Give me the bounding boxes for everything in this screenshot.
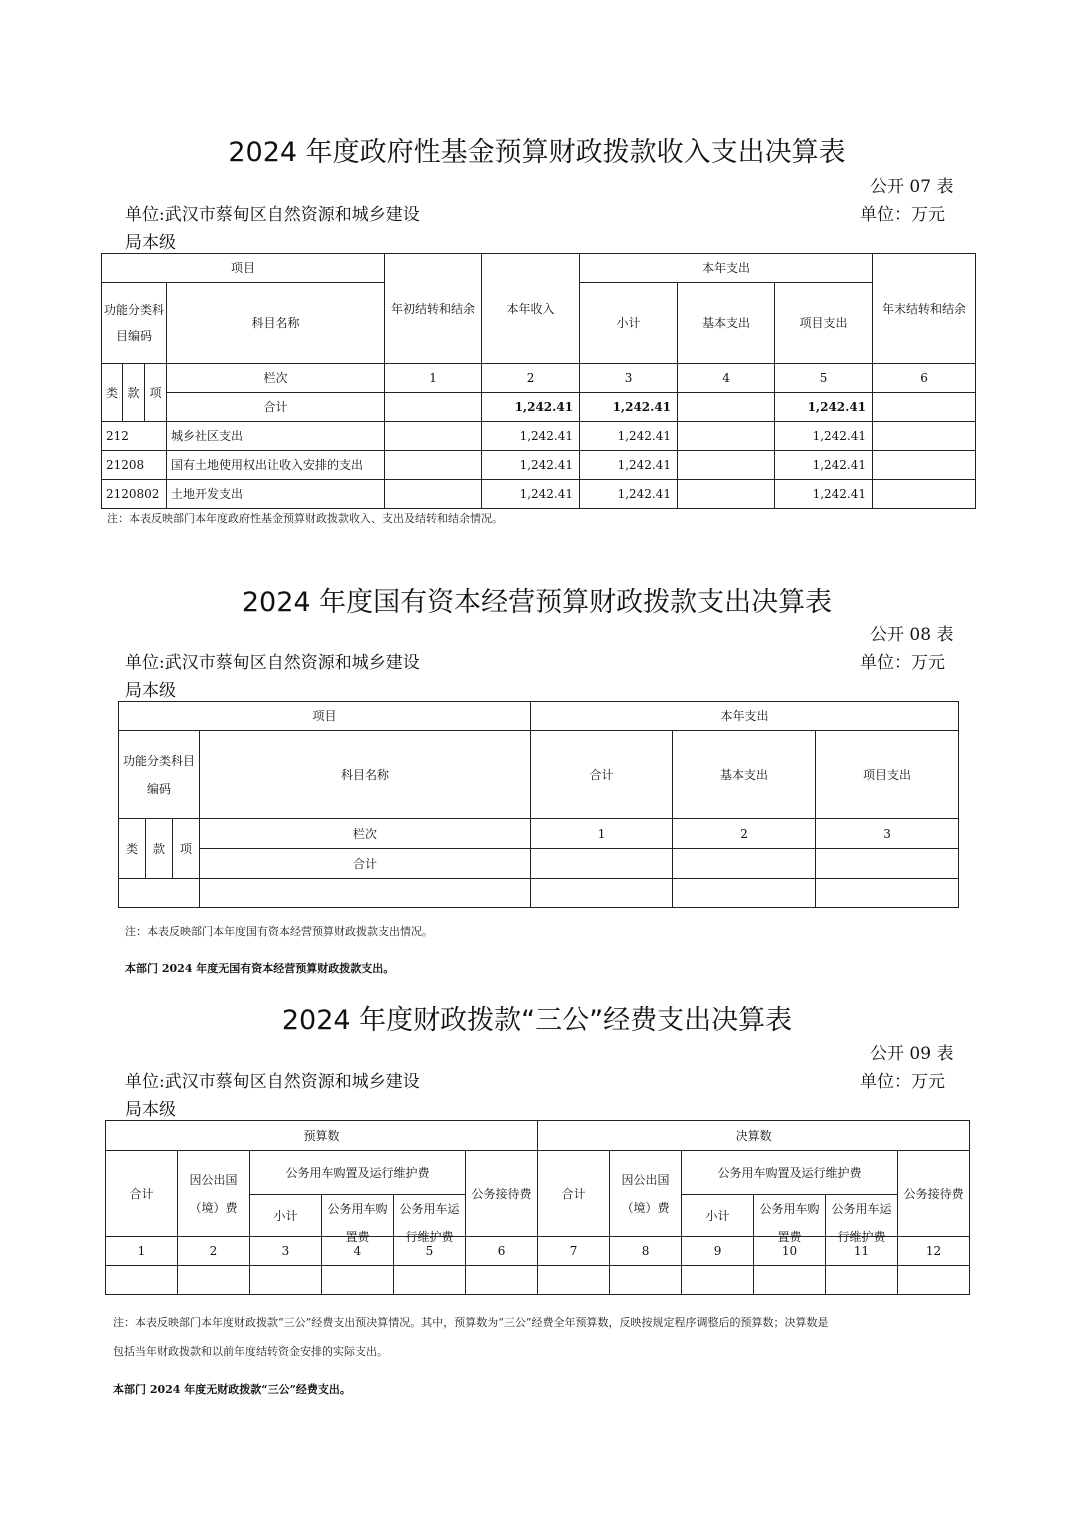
s1-n4: 4 [678, 364, 775, 393]
s3-empty-2 [178, 1266, 250, 1295]
s2-unit-right: 单位：万元 [860, 653, 945, 673]
row-code: 21208 [102, 451, 167, 480]
s1-total-label: 合计 [167, 393, 385, 422]
s3-h-car-buy-b-text: 公务用车购置费 [327, 1202, 388, 1244]
s3-title: 2024 年度财政拨款“三公”经费支出决算表 [281, 1005, 793, 1036]
s1-h-funccode: 功能分类科目编码 [102, 283, 167, 364]
s3-unit-left2: 局本级 [125, 1100, 176, 1120]
s3-h-total-b: 合计 [106, 1151, 178, 1237]
s1-h-xiang: 项 [145, 364, 167, 422]
row-name: 国有土地使用权出让收入安排的支出 [167, 451, 385, 480]
s3-h-car-run-b-text: 公务用车运行维护费 [399, 1202, 460, 1244]
row-income: 1,242.41 [482, 451, 580, 480]
s2-h-item: 项目 [119, 702, 531, 731]
row-name: 城乡社区支出 [167, 422, 385, 451]
s3-n10: 10 [754, 1237, 826, 1266]
row-end [873, 451, 976, 480]
s3-n9: 9 [682, 1237, 754, 1266]
s1-unit-right: 单位：万元 [860, 205, 945, 225]
row-code: 212 [102, 422, 167, 451]
table-row [119, 879, 959, 908]
s2-unit-left: 单位:武汉市蔡甸区自然资源和城乡建设 [125, 653, 420, 673]
s2-h-xiang: 项 [173, 819, 200, 879]
s1-total-begin [385, 393, 482, 422]
s2-h-col: 栏次 [200, 819, 531, 849]
row-basic [678, 422, 775, 451]
row-proj: 1,242.41 [775, 422, 873, 451]
s2-n3: 3 [816, 819, 959, 849]
row-name: 土地开发支出 [167, 480, 385, 509]
s3-h-car-buy-b [322, 1195, 394, 1244]
s3-h-total-f: 合计 [538, 1151, 610, 1237]
table-row [102, 422, 976, 451]
s2-table [118, 701, 959, 908]
s3-h-budget: 预算数 [106, 1121, 538, 1151]
s2-note: 注：本表反映部门本年度国有资本经营预算财政拨款支出情况。 [125, 925, 433, 938]
s1-h-col: 栏次 [167, 364, 385, 393]
s3-h-car-buy-f [754, 1195, 826, 1244]
s1-n2: 2 [482, 364, 580, 393]
s1-h-sub: 小计 [580, 283, 678, 364]
row-basic [678, 451, 775, 480]
s2-h-basic: 基本支出 [673, 731, 816, 819]
s1-total-end [873, 393, 976, 422]
s3-h-abroad-b: 因公出国（境）费 [178, 1151, 250, 1237]
row-sub: 1,242.41 [580, 451, 678, 480]
s3-h-reception-f: 公务接待费 [898, 1151, 970, 1237]
row-begin [385, 451, 482, 480]
s2-h-subj: 科目名称 [200, 731, 531, 819]
s2-n2: 2 [673, 819, 816, 849]
s1-unit-left: 单位:武汉市蔡甸区自然资源和城乡建设 [125, 205, 420, 225]
s2-total-2 [673, 849, 816, 879]
s1-h-lei: 类 [102, 364, 123, 422]
table-row [102, 480, 976, 509]
row-begin [385, 422, 482, 451]
s1-title: 2024 年度政府性基金预算财政拨款收入支出决算表 [228, 137, 846, 168]
s3-note-line1: 注：本表反映部门本年度财政拨款“三公”经费支出预决算情况。其中，预算数为“三公”经费全年预算数，反映按规定程序调整后的预算数；决算数是 [113, 1316, 829, 1329]
s2-title: 2024 年度国有资本经营预算财政拨款支出决算表 [241, 587, 833, 618]
s2-bold-note: 本部门 2024 年度无国有资本经营预算财政拨款支出。 [125, 962, 395, 975]
table-row [102, 451, 976, 480]
s3-n5: 5 [394, 1237, 466, 1266]
s3-note-line2: 包括当年财政拨款和以前年度结转资金安排的实际支出。 [113, 1345, 388, 1358]
s2-empty-3 [816, 879, 959, 908]
s2-h-total: 合计 [531, 731, 673, 819]
s3-empty-10 [754, 1266, 826, 1295]
s2-total-1 [531, 849, 673, 879]
s2-empty-name [200, 879, 531, 908]
s3-h-car-buy-f-text: 公务用车购置费 [759, 1202, 820, 1244]
s3-n6: 6 [466, 1237, 538, 1266]
s1-n5: 5 [775, 364, 873, 393]
s1-total-sub: 1,242.41 [580, 393, 678, 422]
s3-empty-12 [898, 1266, 970, 1295]
row-begin [385, 480, 482, 509]
row-basic [678, 480, 775, 509]
s1-n6: 6 [873, 364, 976, 393]
s1-table [101, 253, 976, 509]
s1-total-income: 1,242.41 [482, 393, 580, 422]
s2-h-funccode: 功能分类科目编码 [119, 731, 200, 819]
s3-empty-9 [682, 1266, 754, 1295]
s3-h-car-b: 公务用车购置及运行维护费 [250, 1151, 466, 1195]
s3-n11: 11 [826, 1237, 898, 1266]
s3-unit-left: 单位:武汉市蔡甸区自然资源和城乡建设 [125, 1072, 420, 1092]
s3-n12: 12 [898, 1237, 970, 1266]
s1-total-basic [678, 393, 775, 422]
s2-unit-left2: 局本级 [125, 681, 176, 701]
s1-h-end: 年末结转和结余 [873, 254, 976, 364]
s1-note: 注：本表反映部门本年度政府性基金预算财政拨款收入、支出及结转和结余情况。 [107, 512, 503, 525]
s2-h-kuan: 款 [146, 819, 173, 879]
s3-empty-7 [538, 1266, 610, 1295]
row-sub: 1,242.41 [580, 480, 678, 509]
row-income: 1,242.41 [482, 422, 580, 451]
s3-h-car-f: 公务用车购置及运行维护费 [682, 1151, 898, 1195]
s2-h-cur-exp: 本年支出 [531, 702, 959, 731]
s1-h-proj: 项目支出 [775, 283, 873, 364]
s1-h-kuan: 款 [123, 364, 145, 422]
s3-n3: 3 [250, 1237, 322, 1266]
s3-empty-3 [250, 1266, 322, 1295]
row-proj: 1,242.41 [775, 480, 873, 509]
s1-total-proj: 1,242.41 [775, 393, 873, 422]
s3-n8: 8 [610, 1237, 682, 1266]
s2-total-label: 合计 [200, 849, 531, 879]
s3-unit-right: 单位：万元 [860, 1072, 945, 1092]
table-row [106, 1266, 970, 1295]
s2-n1: 1 [531, 819, 673, 849]
s3-h-sub-b: 小计 [250, 1195, 322, 1237]
row-end [873, 480, 976, 509]
row-income: 1,242.41 [482, 480, 580, 509]
s1-n3: 3 [580, 364, 678, 393]
s3-n1: 1 [106, 1237, 178, 1266]
s3-table [105, 1120, 970, 1295]
s3-empty-11 [826, 1266, 898, 1295]
s3-empty-6 [466, 1266, 538, 1295]
s3-h-car-run-f-text: 公务用车运行维护费 [831, 1202, 892, 1244]
s1-table-code: 公开 07 表 [870, 177, 954, 197]
s3-bold-note: 本部门 2024 年度无财政拨款“三公”经费支出。 [113, 1383, 351, 1396]
s3-h-reception-b: 公务接待费 [466, 1151, 538, 1237]
row-code: 2120802 [102, 480, 167, 509]
s3-empty-5 [394, 1266, 466, 1295]
s3-h-abroad-f: 因公出国（境）费 [610, 1151, 682, 1237]
row-end [873, 422, 976, 451]
s1-h-basic: 基本支出 [678, 283, 775, 364]
s1-h-cur-exp: 本年支出 [580, 254, 873, 283]
s3-h-car-run-b [394, 1195, 466, 1244]
s3-n7: 7 [538, 1237, 610, 1266]
row-proj: 1,242.41 [775, 451, 873, 480]
s3-n2: 2 [178, 1237, 250, 1266]
s3-table-code: 公开 09 表 [870, 1044, 954, 1064]
s1-h-subj: 科目名称 [167, 283, 385, 364]
s2-empty-2 [673, 879, 816, 908]
row-sub: 1,242.41 [580, 422, 678, 451]
s2-empty-1 [531, 879, 673, 908]
s2-h-proj: 项目支出 [816, 731, 959, 819]
s1-unit-left2: 局本级 [125, 233, 176, 253]
s3-empty-4 [322, 1266, 394, 1295]
s3-h-sub-f: 小计 [682, 1195, 754, 1237]
s2-h-lei: 类 [119, 819, 146, 879]
s3-n4: 4 [322, 1237, 394, 1266]
s3-h-car-run-f [826, 1195, 898, 1244]
s1-h-item: 项目 [102, 254, 385, 283]
s2-table-code: 公开 08 表 [870, 625, 954, 645]
s1-n1: 1 [385, 364, 482, 393]
s3-empty-8 [610, 1266, 682, 1295]
s1-h-begin: 年初结转和结余 [385, 254, 482, 364]
s2-empty-code [119, 879, 200, 908]
s1-h-income: 本年收入 [482, 254, 580, 364]
s3-empty-1 [106, 1266, 178, 1295]
s3-h-final: 决算数 [538, 1121, 970, 1151]
s2-total-3 [816, 849, 959, 879]
